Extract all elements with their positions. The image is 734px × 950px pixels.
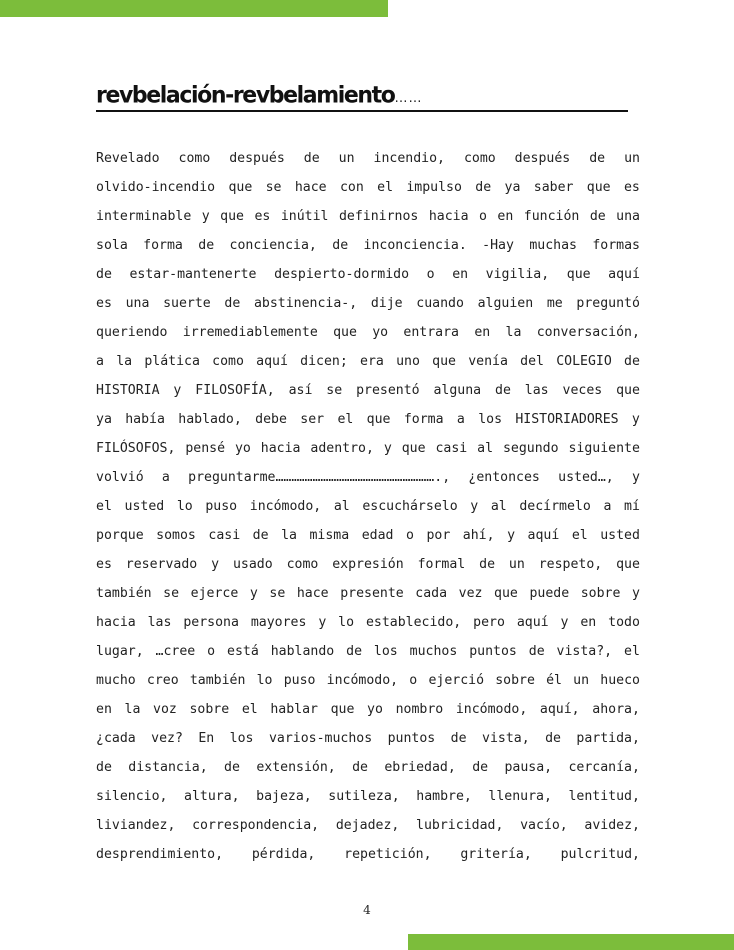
text-line: olvido-incendio que se hace con el impulso de ya saber que es [96, 180, 640, 195]
top-accent-bar [0, 0, 388, 17]
heading-ellipsis: …… [394, 91, 423, 106]
text-line: es una suerte de abstinencia-, dije cuando alguien me preguntó [96, 296, 640, 311]
text-line: ¿cada vez? En los varios-muchos puntos de vista, de partida, [96, 731, 640, 746]
text-line: ya había hablado, debe ser el que forma a los HISTORIADORES y [96, 412, 640, 427]
text-line: el usted lo puso incómodo, al escuchárselo y al decírmelo a mí [96, 499, 640, 514]
page-number: 4 [363, 903, 371, 917]
text-line: hacia las persona mayores y lo establecido, pero aquí y en todo [96, 615, 640, 630]
body-text [96, 149, 640, 874]
text-line: porque somos casi de la misma edad o por ahí, y aquí el usted [96, 528, 640, 543]
text-line: HISTORIA y FILOSOFÍA, así se presentó alguna de las veces que [96, 383, 640, 398]
text-line: desprendimiento, pérdida, repetición, gritería, pulcritud, [96, 847, 640, 862]
text-line: FILÓSOFOS, pensé yo hacia adentro, y que casi al segundo siguiente [96, 441, 640, 456]
text-line: lugar, …cree o está hablando de los muchos puntos de vista?, el [96, 644, 640, 659]
text-line: mucho creo también lo puso incómodo, o ejerció sobre él un hueco [96, 673, 640, 688]
text-line: Revelado como después de un incendio, como después de un [96, 151, 640, 166]
text-line: sola forma de conciencia, de inconciencia. -Hay muchas formas [96, 238, 640, 253]
text-line: de distancia, de extensión, de ebriedad, de pausa, cercanía, [96, 760, 640, 775]
text-line: liviandez, correspondencia, dejadez, lubricidad, vacío, avidez, [96, 818, 640, 833]
text-line: es reservado y usado como expresión formal de un respeto, que [96, 557, 640, 572]
text-line: interminable y que es inútil definirnos hacia o en función de una [96, 209, 640, 224]
text-line: queriendo irremediablemente que yo entrara en la conversación, [96, 325, 640, 340]
text-line: silencio, altura, bajeza, sutileza, hambre, llenura, lentitud, [96, 789, 640, 804]
bottom-accent-bar [408, 934, 734, 950]
text-line: a la plática como aquí dicen; era uno que venía del COLEGIO de [96, 354, 640, 369]
text-line: de estar-mantenerte despierto-dormido o en vigilia, que aquí [96, 267, 640, 282]
text-line: volvió a preguntarme……………………………………………………., ¿entonces usted…, y [96, 470, 640, 485]
section-heading [96, 83, 628, 112]
heading-title: revbelación-revbelamiento [96, 82, 395, 109]
text-line: también se ejerce y se hace presente cada vez que puede sobre y [96, 586, 640, 601]
text-line: en la voz sobre el hablar que yo nombro incómodo, aquí, ahora, [96, 702, 640, 717]
